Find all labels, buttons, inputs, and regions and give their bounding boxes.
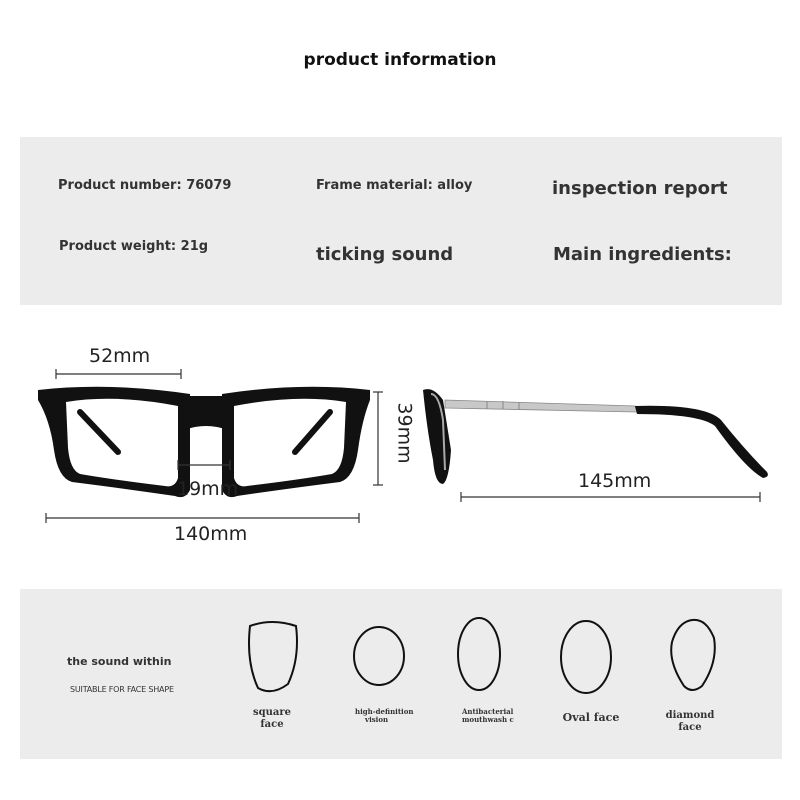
round-face-icon — [354, 627, 404, 685]
lens-width-label: 52mm — [89, 345, 151, 367]
square-face-icon — [249, 622, 297, 691]
lens-height-label: 39mm — [393, 402, 416, 464]
product-weight: Product weight: 21g — [59, 239, 209, 254]
product-info-panel — [20, 137, 782, 305]
frame-material: Frame material: alloy — [316, 178, 473, 193]
face-shapes-row — [240, 612, 730, 702]
page-title: product information — [303, 50, 497, 70]
face-shape-label-square: square face — [252, 707, 291, 730]
frame-width-line — [46, 513, 359, 523]
oval-face-icon — [561, 621, 611, 693]
face-section-subheading: SUITABLE FOR FACE SHAPE — [70, 685, 174, 694]
face-shape-label-round: high-definition vision — [355, 707, 414, 725]
temple-length-label: 145mm — [578, 470, 652, 492]
lens-height-line — [373, 392, 383, 485]
diamond-face-icon — [671, 620, 715, 690]
face-section-heading: the sound within — [67, 655, 172, 668]
ticking-sound: ticking sound — [316, 244, 454, 265]
face-shape-label-long: Antibacterial mouthwash c — [462, 707, 514, 725]
lens-width-line — [56, 369, 181, 379]
temple-length-line — [461, 492, 760, 502]
frame-width-label: 140mm — [174, 523, 248, 545]
product-number: Product number: 76079 — [58, 178, 232, 193]
long-face-icon — [458, 618, 500, 690]
face-shape-label-oval: Oval face — [562, 711, 620, 724]
main-ingredients: Main ingredients: — [553, 244, 732, 265]
face-shape-label-diamond: diamond face — [665, 710, 715, 733]
inspection-report: inspection report — [552, 178, 728, 199]
bridge-width-label: 19mm — [177, 478, 239, 500]
